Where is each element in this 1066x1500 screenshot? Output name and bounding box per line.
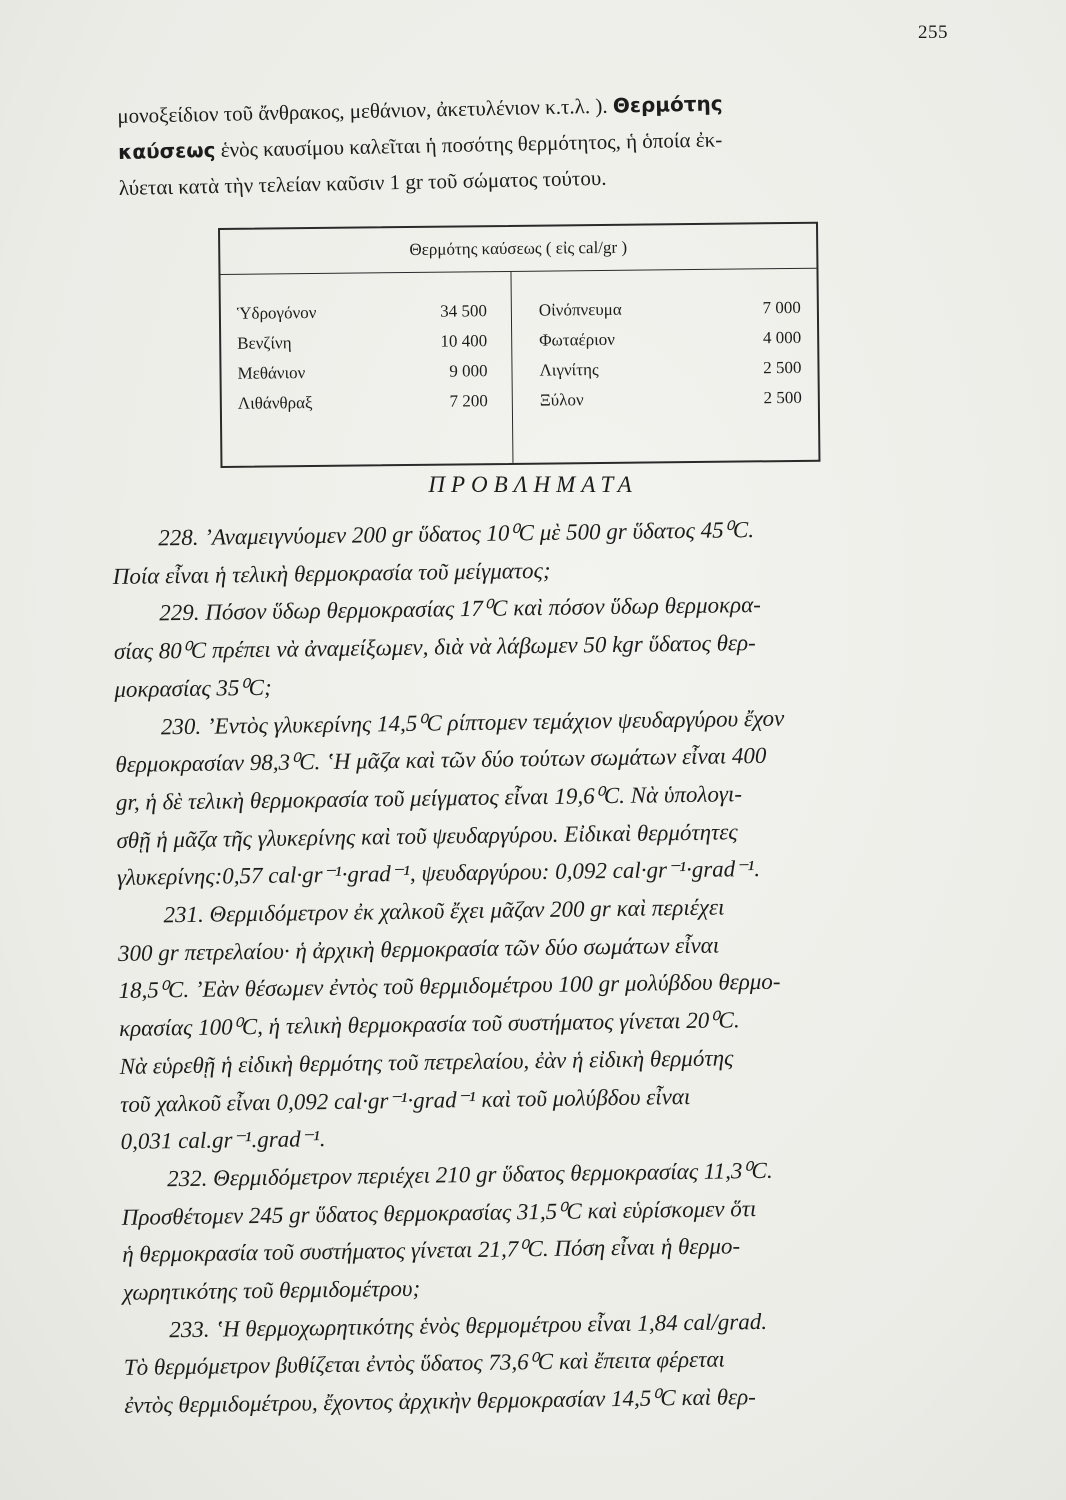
- problem-231-line-7: 0,031 cal.gr⁻¹.grad⁻¹.: [120, 1126, 326, 1155]
- problem-230-line-5: γλυκερίνης:0,57 cal·gr⁻¹·grad⁻¹, ψευδαργύρου: 0,092 cal·gr⁻¹·grad⁻¹.: [116, 856, 761, 891]
- heat-of-combustion-table: [218, 222, 820, 468]
- intro-paragraph: [117, 80, 964, 206]
- problem-230-line-1: 230. ’Εντὸς γλυκερίνης 14,5⁰C ρίπτομεν τεμάχιον ψευδαργύρου ἔχον: [160, 705, 785, 739]
- problem-233-line-3: ἐντὸς θερμιδομέτρου, ἔχοντος ἀρχικὴν θερμοκρασίαν 14,5⁰C καὶ θερ-: [124, 1384, 757, 1419]
- problems-heading: ΠΡΟΒΛΗΜΑΤΑ: [428, 472, 638, 497]
- problem-231-line-1: 231. Θερμιδόμετρον ἐκ χαλκοῦ ἔχει μᾶζαν 200 gr καὶ περιέχει: [163, 894, 725, 928]
- table-left-name-0: Ὑδρογόνον: [236, 302, 317, 323]
- problem-229-line-1: 229. Πόσον ὕδωρ θερμοκρασίας 17⁰C καὶ πόσον ὕδωρ θερμοκρα-: [159, 592, 762, 626]
- problem-232-line-2: Προσθέτομεν 245 gr ὕδατος θερμοκρασίας 31,5⁰C καὶ εὑρίσκομεν ὅτι: [121, 1195, 757, 1230]
- table-right-value-0: 7 000: [762, 297, 801, 318]
- problem-233-line-2: Τὸ θερμόμετρον βυθίζεται ἐντὸς ὕδατος 73,6⁰C καὶ ἔπειτα φέρεται: [123, 1346, 726, 1381]
- table-right-value-3: 2 500: [763, 387, 802, 408]
- table-right-value-1: 4 000: [762, 327, 802, 348]
- problem-232-line-4: χωρητικότης τοῦ θερμιδομέτρου;: [122, 1275, 421, 1305]
- intro-text-2: ἑνὸς καυσίμου καλεῖται ἡ ποσότης θερμότητος, ἡ ὁποία ἐκ-: [215, 127, 723, 162]
- table-column-divider: [510, 272, 513, 463]
- problems-list: [112, 508, 985, 1425]
- table-right-name-3: Ξύλον: [539, 390, 584, 410]
- table-right-name-1: Φωταέριον: [539, 329, 616, 350]
- problem-229-line-2: σίας 80⁰C πρέπει νὰ ἀναμείξωμεν, διὰ νὰ λάβωμεν 50 kgr ὕδατος θερ-: [113, 630, 756, 665]
- table-right-name-0: Οἰνόπνευμα: [538, 299, 622, 320]
- problem-230-line-4: σθῇ ἡ μᾶζα τῆς γλυκερίνης καὶ τοῦ ψευδαργύρου. Εἰδικαὶ θερμότητες: [116, 818, 738, 853]
- problem-229-line-3: μοκρασίας 35⁰C;: [114, 674, 272, 702]
- problem-228-line-2: Ποία εἶναι ἡ τελικὴ θερμοκρασία τοῦ μείγματος;: [112, 557, 551, 589]
- problem-231-line-2: 300 gr πετρελαίου· ἡ ἀρχικὴ θερμοκρασία τῶν δύο σωμάτων εἶναι: [117, 932, 720, 966]
- term-heat-of-combustion-1: Θερμότης: [612, 91, 723, 118]
- table-right-value-2: 2 500: [763, 357, 802, 378]
- problem-232-line-1: 232. Θερμιδόμετρον περιέχει 210 gr ὕδατος θερμοκρασίας 11,3⁰C.: [167, 1157, 773, 1192]
- term-heat-of-combustion-2: καύσεως: [117, 137, 216, 164]
- problem-231-line-5: Νὰ εὑρεθῇ ἡ εἰδικὴ θερμότης τοῦ πετρελαίου, ἐὰν ἡ εἰδικὴ θερμότης: [119, 1045, 734, 1079]
- problem-233-line-1: 233. ‛Η θερμοχωρητικότης ἑνὸς θερμομέτρου εἶναι 1,84 cal/grad.: [169, 1308, 768, 1343]
- problem-232-line-3: ἡ θερμοκρασία τοῦ συστήματος γίνεται 21,7⁰C. Πόση εἶναι ἡ θερμο-: [122, 1233, 741, 1268]
- problem-231-line-3: 18,5⁰C. ’Εὰν θέσωμεν ἐντὸς τοῦ θερμιδομέτρου 100 gr μολύβδου θερμο-: [118, 969, 781, 1004]
- problem-230-line-2: θερμοκρασίαν 98,3⁰C. ‛Η μᾶζα καὶ τῶν δύο τούτων σωμάτων εἶναι 400: [115, 743, 767, 778]
- table-left-value-3: 7 200: [449, 391, 488, 411]
- problem-228-line-1: 228. ’Αναμειγνύομεν 200 gr ὕδατος 10⁰C μὲ 500 gr ὕδατος 45⁰C.: [158, 517, 755, 551]
- table-left-value-2: 9 000: [449, 361, 488, 381]
- intro-line-3: λύεται κατὰ τὴν τελείαν καῦσιν 1 gr τοῦ σώματος τούτου.: [118, 165, 607, 200]
- table-left-value-1: 10 400: [440, 331, 488, 351]
- intro-text-1: μονοξείδιον τοῦ ἄνθρακος, μεθάνιον, ἀκετυλένιον κ.τ.λ. ).: [117, 93, 614, 128]
- problem-230-line-3: gr, ἡ δὲ τελικὴ θερμοκρασία τοῦ μείγματος εἶναι 19,6⁰C. Νὰ ὑπολογι-: [115, 781, 743, 815]
- problem-231-line-6: τοῦ χαλκοῦ εἶναι 0,092 cal·gr⁻¹·grad⁻¹ καὶ τοῦ μολύβδου εἶναι: [119, 1083, 691, 1117]
- table-right-name-2: Λιγνίτης: [539, 360, 599, 380]
- table-left-value-0: 34 500: [440, 301, 487, 321]
- table-left-name-1: Βενζίνη: [237, 333, 292, 353]
- table-header-rule: [220, 268, 816, 275]
- problem-231-line-4: κρασίας 100⁰C, ἡ τελικὴ θερμοκρασία τοῦ συστήματος γίνεται 20⁰C.: [118, 1007, 740, 1042]
- table-title: Θερμότης καύσεως ( εἰς cal/gr ): [409, 237, 628, 259]
- page-number: 255: [918, 22, 948, 43]
- table-left-name-3: Λιθάνθραξ: [237, 393, 313, 413]
- table-left-name-2: Μεθάνιον: [237, 363, 306, 383]
